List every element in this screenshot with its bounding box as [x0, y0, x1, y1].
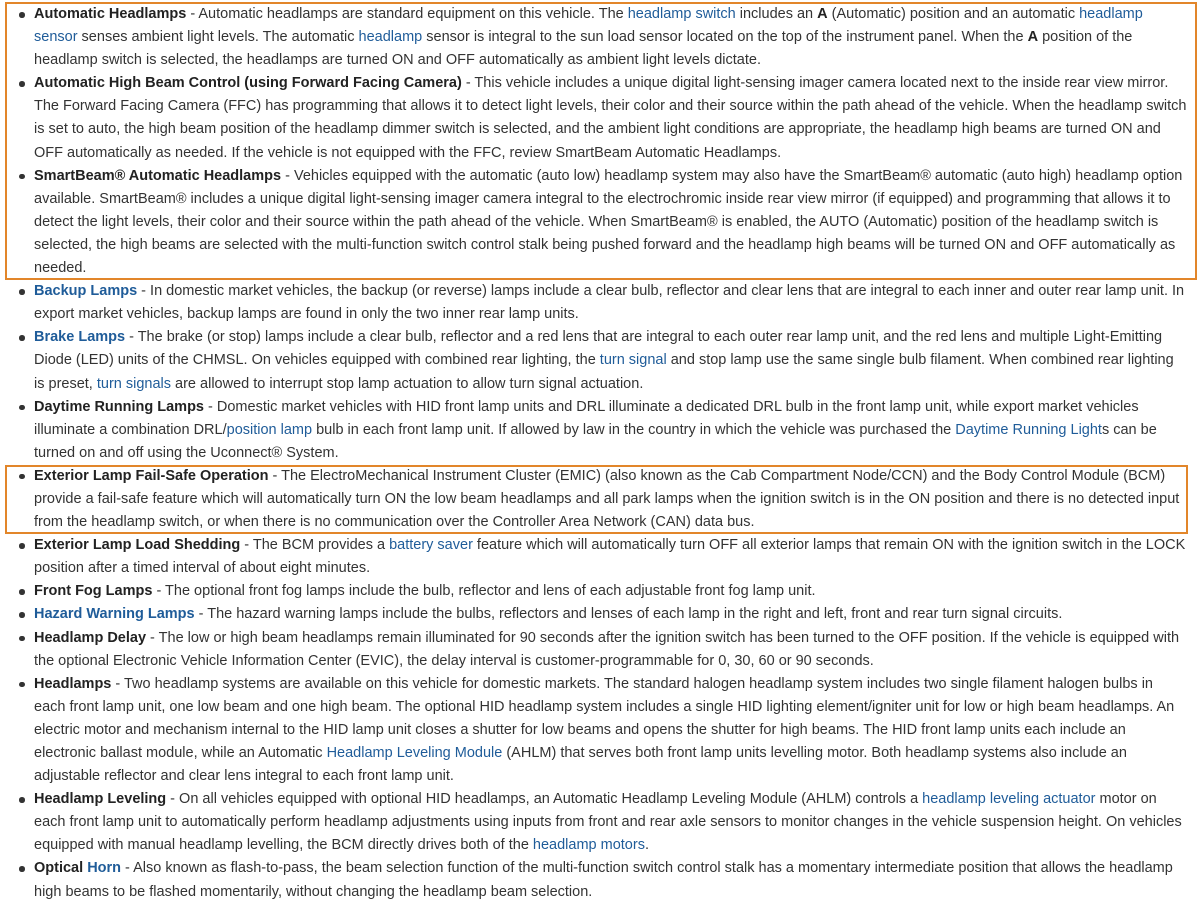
list-item [0, 326, 1201, 395]
description-text: - The ElectroMechanical Instrument Cluster (EMIC) (also known as the Cab Compartment Node/CCN) and the Body Control Module (BCM) provide a fail-safe feature which will automatically turn ON the low beam headlamps and all park lamps when the ignition switch is in the ON position and there is no detected input from the headlamp switch, or when there is no communication over the Controller Area Network (CAN) data bus. [34, 467, 1180, 531]
term-label: Headlamps [34, 675, 112, 692]
description-text: (AHLM) that serves both front lamp units levelling motor. Both headlamp systems also include an adjustable reflector and clear lens integral to each front lamp unit. [34, 745, 1127, 785]
inline-link[interactable]: headlamp motors [532, 837, 645, 854]
list-item [0, 627, 1201, 673]
term-label: SmartBeam® Automatic Headlamps [34, 167, 282, 184]
description-text: (Automatic) position and an automatic [827, 6, 1080, 22]
list-item [0, 534, 1201, 580]
inline-link[interactable]: position lamp [226, 421, 313, 438]
term-link[interactable]: Hazard Warning Lamps [34, 606, 195, 623]
description-text: - The hazard warning lamps include the bulbs, reflectors and lenses of each lamp in the right and left, front and rear turn signal circuits. [194, 606, 1063, 623]
term-label: Daytime Running Lamps [34, 398, 204, 415]
description-text: motor on each front lamp unit to automatically perform headlamp adjustments using inputs from front and rear axle sensors to monitor changes in the vehicle suspension height. On vehicles equipped with manual headlamp levelling, the BCM directly drives both of the [34, 791, 1182, 854]
inline-link[interactable]: Headlamp Leveling Module [326, 745, 503, 761]
description-text: - Domestic market vehicles with HID front lamp units and DRL illuminate a dedicated DRL bulb in the front lamp unit, while export market vehicles illuminate a combination DRL/ [34, 398, 1139, 438]
description-text: . [644, 837, 649, 854]
description-text: - Two headlamp systems are available on this vehicle for domestic markets. The standard halogen headlamp system includes two single filament halogen bulbs in each front lamp unit, one low beam and one high beam. The optional HID headlamp system includes a single HID lighting element/igniter unit for low or high beam headlamps. An electric motor and mechanism internal to the HID lamp unit closes a shutter for low beams and opens the shutter for high beams. The HID front lamp units each include an electronic ballast module, while an Automatic [34, 675, 1175, 761]
term-label: Automatic Headlamps [34, 6, 187, 22]
description-text: - On all vehicles equipped with optional HID headlamps, an Automatic Headlamp Leveling Module (AHLM) controls a [166, 791, 923, 808]
description-text: - Also known as flash-to-pass, the beam selection function of the multi-function switch control stalk has a momentary intermediate position that allows the headlamp high beams to be flashed momentarily, without changing the headlamp beam selection. [34, 860, 1173, 900]
inline-link[interactable]: battery saver [389, 537, 473, 554]
list-item [0, 673, 1201, 788]
term-label: Headlamp Delay [34, 629, 147, 646]
inline-link[interactable]: turn signal [599, 352, 667, 369]
inline-link[interactable]: Daytime Running Light [955, 421, 1102, 438]
description-text: bulb in each front lamp unit. If allowed by law in the country in which the vehicle was purchased the [312, 421, 956, 438]
description-text: - Vehicles equipped with the automatic (auto low) headlamp system may also have the SmartBeam® automatic (auto high) headlamp option available. SmartBeam® includes a unique digital light-sensing imager camera integral to the electrochromic inside rear view mirror (if equipped) and programming that allows it to detect the light levels, their color and their source within the path ahead of the vehicle. When SmartBeam® is enabled, the AUTO (Automatic) position of the headlamp switch is selected, the high beams are selected with the multi-function switch control stalk being pushed forward and the headlamp high beams will be turned ON and OFF automatically as needed. [34, 167, 1183, 277]
term-label: Exterior Lamp Load Shedding [34, 537, 241, 554]
inline-link[interactable]: headlamp leveling actuator [922, 791, 1096, 808]
description-text: - The brake (or stop) lamps include a clear bulb, reflector and a red lens that are integral to each outer rear lamp unit, and the red lens and multiple Light-Emitting Diode (LED) units of the CHMSL. On vehicles equipped with combined rear lighting, the [34, 329, 1163, 369]
term-link[interactable]: Brake Lamps [34, 329, 126, 346]
description-text: includes an [735, 6, 818, 22]
term-label: Exterior Lamp Fail-Safe Operation [34, 467, 269, 484]
term-label: Headlamp Leveling [34, 791, 167, 808]
list-item [0, 788, 1201, 857]
description-text: - The optional front fog lamps include the bulb, reflector and lens of each adjustable front fog lamp unit. [152, 583, 816, 600]
bold-text: A [817, 6, 828, 22]
list-item [0, 3, 1201, 72]
list-item [0, 465, 1201, 534]
term-link[interactable]: Horn [87, 860, 122, 877]
list-item [0, 580, 1201, 603]
description-text: and stop lamp use the same single bulb filament. When combined rear lighting is preset, [34, 352, 1174, 392]
inline-link[interactable]: headlamp sensor [34, 6, 1143, 46]
description-text: - The low or high beam headlamps remain illuminated for 90 seconds after the ignition switch has been turned to the OFF position. If the vehicle is equipped with the optional Electronic Vehicle Information Center (EVIC), the delay interval is customer-programmable for 0, 30, 60 or 90 seconds. [34, 629, 1180, 669]
description-text: - In domestic market vehicles, the backup (or reverse) lamps include a clear bulb, reflector and clear lens that are integral to each inner and outer rear lamp unit. In export market vehicles, backup lamps are found in only the two inner rear lamp units. [34, 283, 1185, 323]
list-item [0, 72, 1201, 164]
term-label: Optical [34, 860, 88, 877]
description-text: feature which will automatically turn OFF all exterior lamps that remain ON with the ignition switch in the LOCK position after a timed interval of about eight minutes. [34, 537, 1186, 577]
bold-text: A [1027, 29, 1039, 46]
list-item [0, 165, 1201, 280]
list-item [0, 280, 1201, 326]
list-item [0, 603, 1201, 626]
inline-link[interactable]: headlamp [358, 29, 423, 46]
description-text: s can be turned on and off using the Uconnect® System. [34, 421, 1157, 461]
list-item [0, 857, 1201, 903]
description-text: - This vehicle includes a unique digital light-sensing imager camera located next to the inside rear view mirror. The Forward Facing Camera (FFC) has programming that allows it to detect light levels, their color and their source within the path ahead of the vehicle. When the headlamp switch is set to auto, the high beam position of the headlamp dimmer switch is selected, and the ambient light conditions are appropriate, the headlamp high beams are turned ON and OFF automatically as needed. If the vehicle is not equipped with the FFC, review SmartBeam Automatic Headlamps. [34, 75, 1187, 161]
description-text: - The BCM provides a [240, 537, 390, 554]
list-item [0, 396, 1201, 465]
description-text: are allowed to interrupt stop lamp actuation to allow turn signal actuation. [171, 375, 644, 392]
description-text: senses ambient light levels. The automatic [77, 29, 359, 46]
term-label: Front Fog Lamps [34, 583, 153, 600]
inline-link[interactable]: headlamp switch [627, 6, 736, 22]
inline-link[interactable]: turn signals [96, 375, 172, 392]
description-text: position of the headlamp switch is selected, the headlamps are turned ON and OFF automatically as ambient light levels dictate. [34, 29, 1133, 69]
term-link[interactable]: Backup Lamps [34, 283, 138, 300]
description-text: sensor is integral to the sun load sensor located on the top of the instrument panel. When the [422, 29, 1028, 46]
description-text: - Automatic headlamps are standard equipment on this vehicle. The [186, 6, 628, 22]
feature-list [0, 3, 1201, 904]
term-label: Automatic High Beam Control (using Forward Facing Camera) [34, 75, 462, 92]
